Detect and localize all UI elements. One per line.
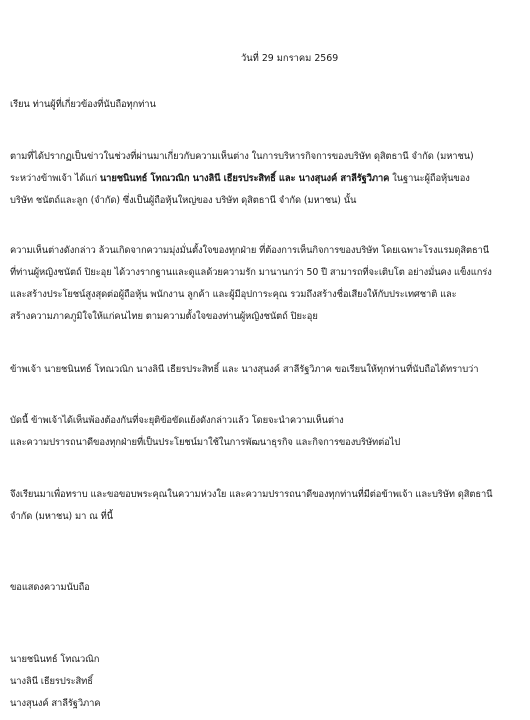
paragraph-2-line-4: สร้างความภาคภูมิใจให้แก่คนไทย ตามความตั้งใจของท่านผู้หญิงชนัตถ์ ปิยะอุย — [10, 311, 318, 322]
paragraph-3-line-1: ข้าพเจ้า นายชนินทธ์ โทณวณิก นางลินี เธียรประสิทธิ์ และ นางสุนงค์ สาลีรัฐวิภาค ขอเรียนให้ทุกท่านที่นับถือได้ทราบว่า — [10, 364, 479, 375]
signatory-name-bold: นางสุนงค์ สาลีรัฐวิภาค — [298, 173, 390, 184]
paragraph-5-line-2: จำกัด (มหาชน) มา ณ ที่นี้ — [10, 511, 113, 522]
conjunction-bold: และ — [275, 173, 299, 184]
paragraph-1-line-2-suffix: ในฐานะผู้ถือหุ้นของ — [389, 173, 470, 184]
signatory-names-bold: นายชนินทธ์ โทณวณิก นางลินี เธียรประสิทธิ์ — [99, 173, 276, 184]
paragraph-1-line-3: บริษัท ชนัตถ์และลูก (จำกัด) ซึ่งเป็นผู้ถือหุ้นใหญ่ของ บริษัท ดุสิตธานี จำกัด (มหาชน) นั้น — [10, 195, 357, 206]
signatory-3: นางสุนงค์ สาลีรัฐวิภาค — [10, 698, 101, 709]
paragraph-2-line-3: และสร้างประโยชน์สูงสุดต่อผู้ถือหุ้น พนักงาน ลูกค้า และผู้มีอุปการะคุณ รวมถึงสร้างชื่อเสียงให้กับประเทศชาติ และ — [10, 289, 457, 300]
signatory-2: นางลินี เธียรประสิทธิ์ — [10, 676, 93, 687]
letter-date: วันที่ 29 มกราคม 2569 — [241, 53, 339, 64]
paragraph-2-line-2: ที่ท่านผู้หญิงชนัตถ์ ปิยะอุย ได้วางรากฐานและดูแลด้วยความรัก มานานกว่า 50 ปี สามารถที่จะเติบโต อย่างมั่นคง แข็งแกร่ง — [10, 267, 492, 278]
closing: ขอแสดงความนับถือ — [10, 582, 90, 593]
paragraph-1-line-1: ตามที่ได้ปรากฏเป็นข่าวในช่วงที่ผ่านมาเกี่ยวกับความเห็นต่าง ในการบริหารกิจการของบริษัท ดุสิตธานี จำกัด (มหาชน) — [10, 151, 474, 162]
paragraph-5-line-1: จึงเรียนมาเพื่อทราบ และขอขอบพระคุณในความห่วงใย และความปรารถนาดีของทุกท่านที่มีต่อข้าพเจ้า และบริษัท ดุสิตธานี — [10, 489, 493, 500]
signatory-1: นายชนินทธ์ โทณวณิก — [10, 654, 100, 665]
paragraph-1-line-2 — [10, 172, 522, 186]
paragraph-4-line-2: และความปรารถนาดีของทุกฝ่ายที่เป็นประโยชน์มาใช้ในการพัฒนาธุรกิจ และกิจการของบริษัทต่อไป — [10, 437, 401, 448]
paragraph-2-line-1: ความเห็นต่างดังกล่าว ล้วนเกิดจากความมุ่งมั่นตั้งใจของทุกฝ่าย ที่ต้องการเห็นกิจการของบริษัท โดยเฉพาะโรงแรมดุสิตธานี — [10, 245, 490, 256]
paragraph-1-line-2-prefix: ระหว่างข้าพเจ้า ได้แก่ — [10, 173, 100, 184]
salutation: เรียน ท่านผู้ที่เกี่ยวข้องที่นับถือทุกท่าน — [10, 99, 156, 110]
paragraph-4-line-1: บัดนี้ ข้าพเจ้าได้เห็นพ้องต้องกันที่จะยุติข้อขัดแย้งดังกล่าวแล้ว โดยจะนำความเห็นต่าง — [10, 415, 344, 426]
